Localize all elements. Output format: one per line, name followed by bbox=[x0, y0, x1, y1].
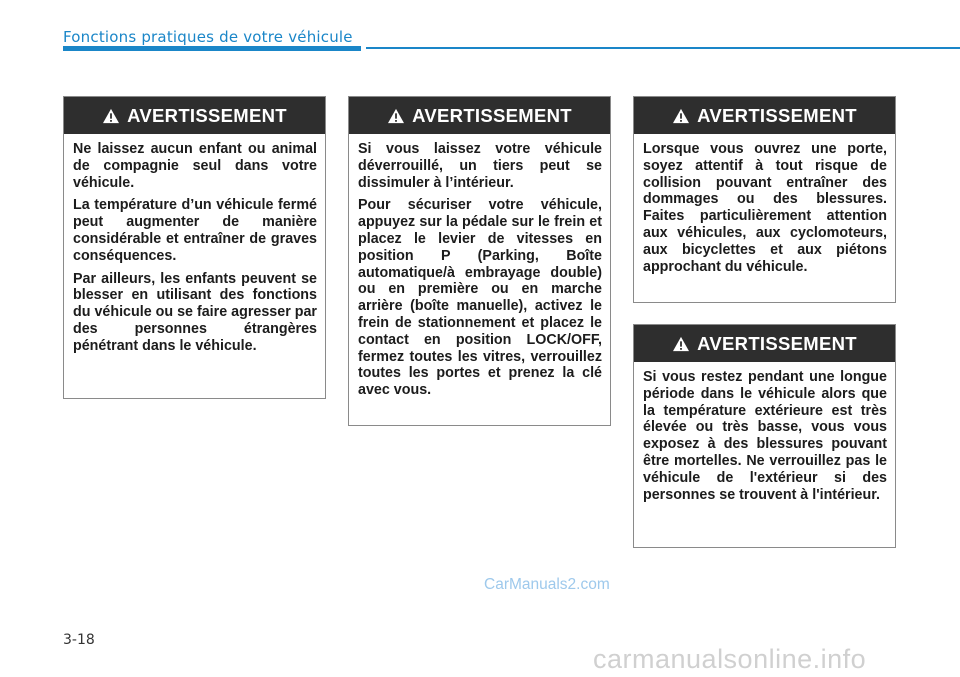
warning-title: AVERTISSEMENT bbox=[412, 104, 572, 126]
warning-header bbox=[64, 97, 325, 134]
warning-header bbox=[634, 97, 895, 134]
warning-box-security bbox=[348, 96, 611, 426]
warning-triangle-icon bbox=[672, 108, 690, 124]
page-number: 3-18 bbox=[63, 632, 95, 648]
warning-header bbox=[634, 325, 895, 362]
warning-title: AVERTISSEMENT bbox=[127, 104, 287, 126]
warning-paragraph: Lorsque vous ouvrez une porte, soyez attentif à tout risque de collision pouvant entraîner des dommages ou des blessures. Faites particulièrement attention aux véhicules, aux cyclomoteurs, aux bicyclettes et aux piétons approchant du véhicule. bbox=[643, 141, 887, 275]
warning-body bbox=[349, 134, 610, 407]
watermark-carmanualsonline: carmanualsonline.info bbox=[593, 644, 867, 674]
warning-body bbox=[634, 134, 895, 283]
header-rule-thick bbox=[63, 46, 361, 51]
warning-paragraph: La température d’un véhicule fermé peut augmenter de manière considérable et entraîner de graves conséquences. bbox=[73, 197, 317, 264]
warning-triangle-icon bbox=[102, 108, 120, 124]
warning-paragraph: Ne laissez aucun enfant ou animal de compagnie seul dans votre véhicule. bbox=[73, 141, 317, 191]
warning-paragraph: Si vous laissez votre véhicule déverrouillé, un tiers peut se dissimuler à l’intérieur. bbox=[358, 141, 602, 191]
warning-body bbox=[64, 134, 325, 363]
warning-box-temperature bbox=[633, 324, 896, 548]
warning-header bbox=[349, 97, 610, 134]
watermark-carmanuals2: CarManuals2.com bbox=[484, 576, 610, 593]
section-title: Fonctions pratiques de votre véhicule bbox=[63, 28, 353, 46]
warning-triangle-icon bbox=[387, 108, 405, 124]
warning-paragraph: Pour sécuriser votre véhicule, appuyez sur la pédale sur le frein et placez le levier de vitesses en position P (Parking, Boîte automatique/à embrayage double) ou en première ou en marche arrière (boîte manuelle), activez le frein de stationnement et placez le contact en position LOCK/OFF, fermez toutes les vitres, verrouillez toutes les portes et prenez la clé avec vous. bbox=[358, 197, 602, 399]
warning-paragraph: Par ailleurs, les enfants peuvent se blesser en utilisant des fonctions du véhicule ou se faire agresser par des personnes étrangères pénétrant dans le véhicule. bbox=[73, 270, 317, 354]
warning-body bbox=[634, 362, 895, 511]
warning-paragraph: Si vous restez pendant une longue période dans le véhicule alors que la température extérieure est très élevée ou très basse, vous vous exposez à des blessures pouvant être mortelles. Ne verrouillez pas le véhicule de l'extérieur si des personnes se trouvent à l'intérieur. bbox=[643, 369, 887, 503]
header-rule-thin bbox=[366, 47, 960, 49]
warning-title: AVERTISSEMENT bbox=[697, 332, 857, 354]
warning-triangle-icon bbox=[672, 336, 690, 352]
warning-box-door bbox=[633, 96, 896, 303]
warning-box-unattended bbox=[63, 96, 326, 399]
warning-title: AVERTISSEMENT bbox=[697, 104, 857, 126]
